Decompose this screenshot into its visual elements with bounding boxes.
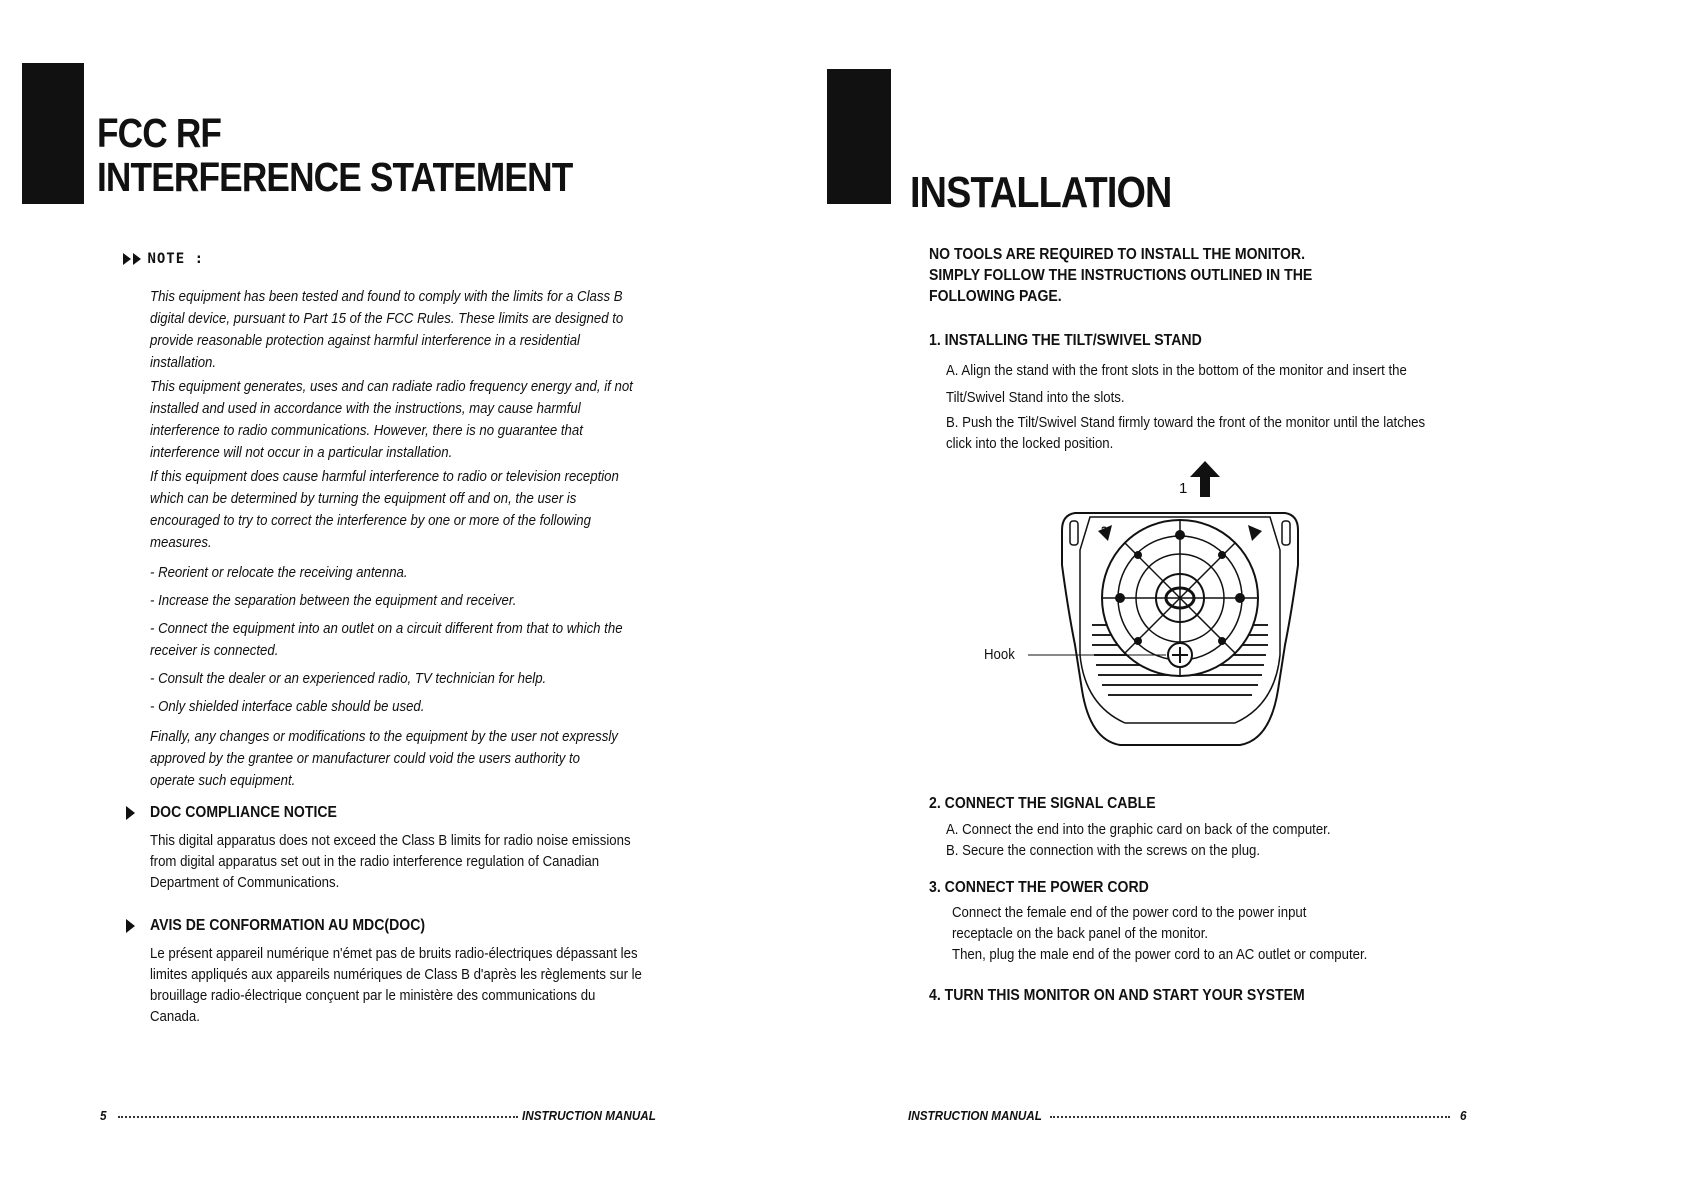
- doc-heading: DOC COMPLIANCE NOTICE: [150, 804, 337, 821]
- up-arrow-icon: [1190, 461, 1220, 497]
- measure-item: - Reorient or relocate the receiving antenna.: [150, 564, 408, 581]
- right-footer-dots: [1050, 1116, 1450, 1118]
- left-section-bar: [22, 63, 84, 204]
- left-title-line2: INTERFERENCE STATEMENT: [97, 154, 573, 200]
- fcc-paragraph-1: This equipment has been tested and found to comply with the limits for a Class B digital device, pursuant to Part 15 of the FCC Rules. These limits are designed to provide reasonable protection against harmful interference in a residential installation.: [150, 288, 624, 371]
- left-footer-dots: [118, 1116, 518, 1118]
- step3-text-2: Then, plug the male end of the power cord to an AC outlet or computer.: [952, 946, 1368, 963]
- installation-intro: NO TOOLS ARE REQUIRED TO INSTALL THE MONITOR. SIMPLY FOLLOW THE INSTRUCTIONS OUTLINED IN THE FOLLOWING PAGE.: [929, 246, 1313, 305]
- step3-heading: 3. CONNECT THE POWER CORD: [929, 879, 1149, 896]
- left-footer-label: INSTRUCTION MANUAL: [522, 1108, 656, 1123]
- left-title-line1: FCC RF: [97, 110, 222, 156]
- right-footer-label: INSTRUCTION MANUAL: [908, 1108, 1042, 1123]
- doc-text: This digital apparatus does not exceed the Class B limits for radio noise emissions from digital apparatus set out in the radio interference regulation of Canadian Department of Communications.: [150, 832, 631, 891]
- step2-a: A. Connect the end into the graphic card on back of the computer.: [946, 821, 1331, 838]
- stand-marker-2: 2: [1101, 525, 1108, 537]
- measure-item: - Consult the dealer or an experienced radio, TV technician for help.: [150, 670, 547, 687]
- avis-heading: AVIS DE CONFORMATION AU MDC(DOC): [150, 917, 426, 934]
- arrow-label: 1: [1179, 480, 1188, 497]
- measure-item: - Only shielded interface cable should be used.: [150, 698, 425, 715]
- right-footer-page-number: 6: [1460, 1108, 1467, 1123]
- hook-label: Hook: [984, 646, 1015, 663]
- note-arrow-icon: [133, 253, 141, 265]
- note-heading: [123, 250, 204, 268]
- step1-a: A. Align the stand with the front slots in the bottom of the monitor and insert the Tilt/Swivel Stand into the slots.: [946, 362, 1407, 406]
- step1-heading: 1. INSTALLING THE TILT/SWIVEL STAND: [929, 332, 1202, 349]
- avis-text: Le présent appareil numérique n'émet pas de bruits radio-électriques dépassant les limites appliqués aux appareils numériques de Class B d'après les règlements sur le brouillage radio-électrique conçuent par le ministère des communications du Canada.: [150, 945, 642, 1025]
- measure-item: - Connect the equipment into an outlet on a circuit different from that to which the receiver is connected.: [150, 620, 623, 659]
- note-label: NOTE :: [147, 251, 205, 267]
- stand-diagram: [980, 455, 1320, 785]
- fcc-paragraph-2: This equipment generates, uses and can radiate radio frequency energy and, if not installed and used in accordance with the instructions, may cause harmful interference to radio communications. However, there is no guarantee that interference will not occur in a particular installation.: [150, 378, 633, 461]
- stand-illustration: [980, 455, 1320, 785]
- right-title: INSTALLATION: [910, 168, 1172, 217]
- step2-b: B. Secure the connection with the screws on the plug.: [946, 842, 1261, 859]
- step3-text-1: Connect the female end of the power cord to the power input receptacle on the back panel of the monitor.: [952, 904, 1307, 942]
- right-section-bar: [827, 69, 891, 204]
- step4-heading: 4. TURN THIS MONITOR ON AND START YOUR SYSTEM: [929, 987, 1305, 1004]
- doc-bullet-icon: [126, 806, 135, 820]
- step1-b: B. Push the Tilt/Swivel Stand firmly toward the front of the monitor until the latches click into the locked position.: [946, 414, 1426, 452]
- avis-bullet-icon: [126, 919, 135, 933]
- step2-heading: 2. CONNECT THE SIGNAL CABLE: [929, 795, 1156, 812]
- left-footer-page-number: 5: [100, 1108, 107, 1123]
- note-arrow-icon: [123, 253, 131, 265]
- fcc-paragraph-3: If this equipment does cause harmful interference to radio or television reception which can be determined by turning the equipment off and on, the user is encouraged to try to correct the interference by one or more of the following measures.: [150, 468, 619, 551]
- measure-item: - Increase the separation between the equipment and receiver.: [150, 592, 517, 609]
- fcc-final-paragraph: Finally, any changes or modifications to the equipment by the user not expressly approved by the grantee or manufacturer could void the users authority to operate such equipment.: [150, 728, 618, 789]
